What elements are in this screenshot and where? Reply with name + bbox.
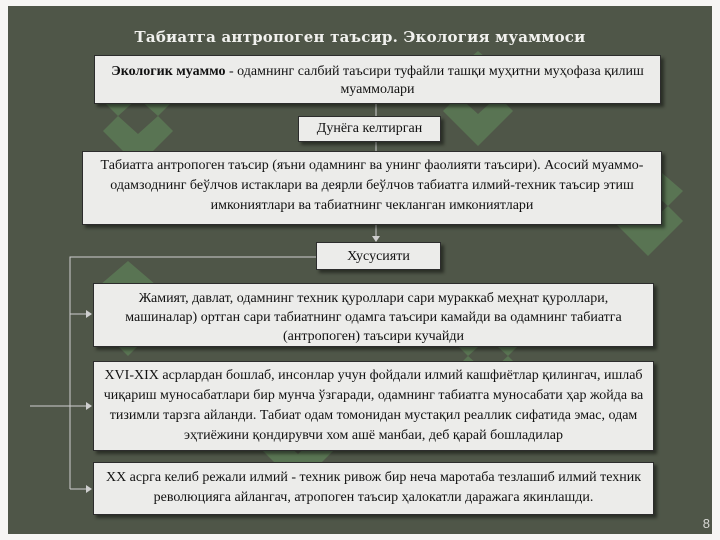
cause-box: Табиатга антропоген таъсир (яъни одамнинг ва унинг фаолияти таъсири). Асосий муаммо-одамзоднинг беўлчов истаклари ва деярли беўлчов табиатга илмий-техник таъсир этиш имкониятлари ва табиатнинг чекланган имкониятлари (82, 151, 662, 225)
definition-box (94, 55, 661, 104)
feature-item: Жамият, давлат, одамнинг техник қуроллари сари мураккаб меҳнат қуроллари, машиналар) ортган сари табиатнинг одамга таъсири камайди ва одамнинг табиатга (антропоген) таъсири кучайди (93, 283, 654, 347)
definition-text: - одамнинг салбий таъсири туфайли ташқи муҳитни муҳофаза қилиш муаммолари (225, 64, 644, 97)
definition-term: Экологик муаммо (111, 64, 226, 79)
slide-title: Табиатга антропоген таъсир. Экология муаммоси (134, 28, 586, 46)
page-number: 8 (702, 516, 710, 531)
feature-item: XX асрга келиб режали илмий - техник ривож бир неча маротаба тезлашиб илмий техник революцияга айлангач, атропоген таъсир ҳалокатли даражага якинлашди. (93, 462, 654, 515)
feature-item: XVI-XIX асрлардан бошлаб, инсонлар учун фойдали илмий кашфиётлар қилингач, ишлаб чиқариш муносабатлари бир мунча ўзгаради, одамнинг табиатга муносабати ҳар жойда ва тизимли тарзга айланди. Табиат одам томонидан мустақил реаллик сифатида эмас, одам эҳтиёжини қондирувчи хом ашё манбаи, деб қарай бошладилар (93, 361, 654, 451)
features-label: Хусусияти (316, 242, 441, 270)
caused-label: Дунёга келтирган (298, 116, 441, 142)
